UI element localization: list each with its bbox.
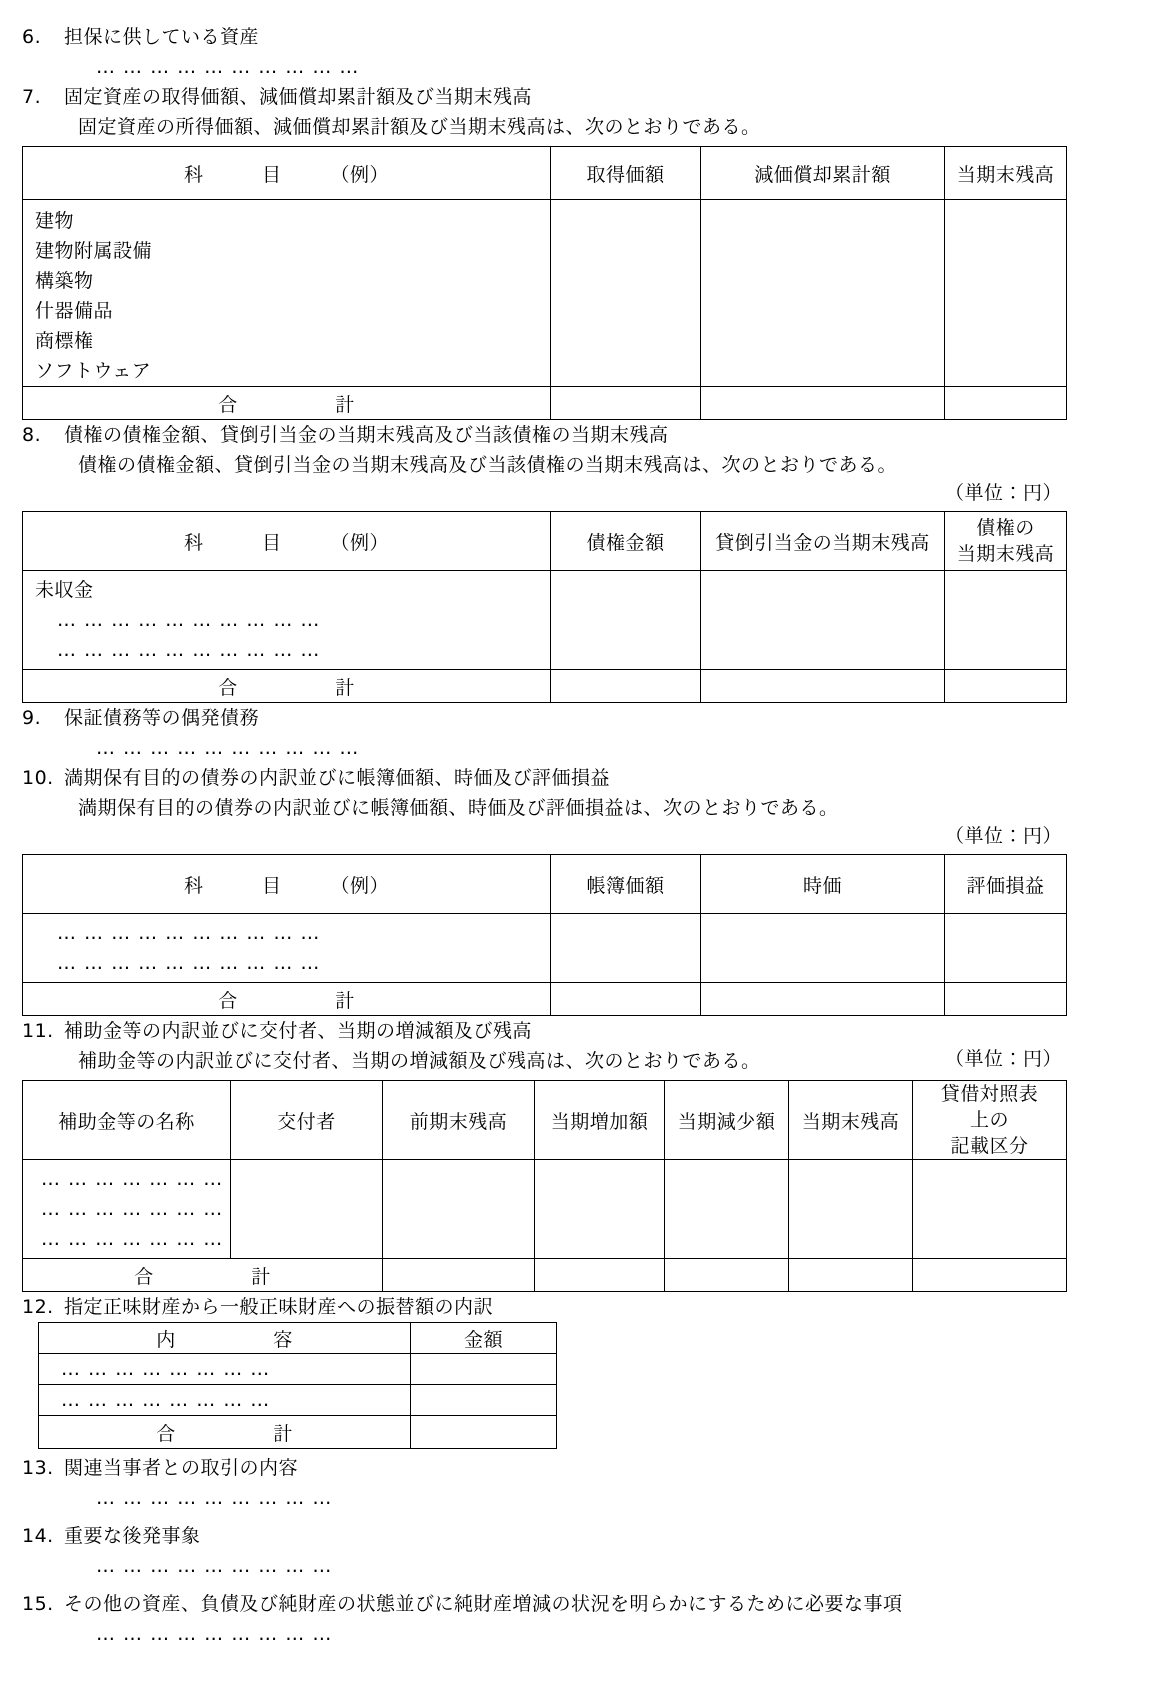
total-cell-receivable-ending-balance[interactable] <box>945 670 1067 703</box>
col-header-current-decrease: 当期減少額 <box>665 1081 789 1160</box>
total-cell-balance-sheet-category[interactable] <box>913 1259 1067 1292</box>
section-7-lead: 固定資産の所得価額、減価償却累計額及び当期末残高は、次のとおりである。 <box>78 116 761 138</box>
bond-items-cell <box>23 914 551 983</box>
section-8-lead: 債権の債権金額、貸倒引当金の当期末残高及び当該債権の当期末残高は、次のとおりである。 <box>78 454 898 476</box>
table-row <box>23 1160 1067 1259</box>
content-cell <box>39 1354 411 1385</box>
col-header-acquisition-cost: 取得価額 <box>551 147 701 200</box>
section-10-unit-note: （単位：円） <box>944 825 1062 847</box>
section-12-title: 指定正味財産から一般正味財産への振替額の内訳 <box>64 1296 494 1318</box>
col-header-amount: 金額 <box>411 1323 557 1354</box>
col-header-allowance-ending-balance: 貸倒引当金の当期末残高 <box>701 512 945 571</box>
table-row-header <box>23 855 1067 914</box>
section-14-heading <box>22 1521 1066 1551</box>
table-row-header <box>39 1323 557 1354</box>
section-8-number: 8. <box>22 424 42 446</box>
col-header-receivable-ending-balance <box>945 512 1067 571</box>
list-item: 商標権 <box>35 330 94 352</box>
total-cell-allowance-ending-balance[interactable] <box>701 670 945 703</box>
list-item: … … … … … … … <box>41 1228 224 1250</box>
section-14-title: 重要な後発事象 <box>64 1525 201 1547</box>
value-cell-amount[interactable] <box>411 1385 557 1416</box>
total-cell-valuation-gain-loss[interactable] <box>945 983 1067 1016</box>
total-cell-book-value[interactable] <box>551 983 701 1016</box>
table-row-total <box>39 1416 557 1449</box>
total-label: 合 計 <box>39 1416 411 1449</box>
table-row-header <box>23 512 1067 571</box>
total-cell-amount[interactable] <box>411 1416 557 1449</box>
section-7-heading <box>22 82 1066 112</box>
col-header-subject: 科 目 （例） <box>23 855 551 914</box>
list-item: ソフトウェア <box>35 360 152 382</box>
col-header-current-ending-balance: 当期末残高 <box>789 1081 913 1160</box>
section-8-unit-note: （単位：円） <box>944 482 1062 504</box>
col-header-line1: 貸借対照表 <box>940 1083 1039 1105</box>
section-13-title: 関連当事者との取引の内容 <box>64 1457 299 1479</box>
total-cell-current-increase[interactable] <box>535 1259 665 1292</box>
list-item: 什器備品 <box>35 300 114 322</box>
value-cell-prior-ending-balance[interactable] <box>383 1160 535 1259</box>
col-header-subsidy-name: 補助金等の名称 <box>23 1081 231 1160</box>
table-row-total <box>23 1259 1067 1292</box>
list-item: … … … … … … … <box>41 1198 224 1220</box>
value-cell-receivable-amount[interactable] <box>551 571 701 670</box>
col-header-receivable-amount: 債権金額 <box>551 512 701 571</box>
list-item: 建物附属設備 <box>35 240 153 262</box>
value-cell-current-ending-balance[interactable] <box>789 1160 913 1259</box>
fixed-asset-items-cell <box>23 200 551 387</box>
section-15-heading <box>22 1589 1066 1619</box>
section-15-title: その他の資産、負債及び純財産の状態並びに純財産増減の状況を明らかにするために必要な事項 <box>64 1593 903 1615</box>
section-12-heading <box>22 1292 1066 1322</box>
col-header-line2: 上の <box>969 1109 1009 1131</box>
list-item: … … … … … … … … … … <box>57 639 321 661</box>
value-cell-current-increase[interactable] <box>535 1160 665 1259</box>
table-row-total <box>23 983 1067 1016</box>
value-cell-receivable-ending-balance[interactable] <box>945 571 1067 670</box>
total-label: 合 計 <box>23 670 551 703</box>
col-header-grantor: 交付者 <box>231 1081 383 1160</box>
value-cell-accumulated-depreciation[interactable] <box>701 200 945 387</box>
table-row <box>23 914 1067 983</box>
list-item: … … … … … … … … … … <box>57 922 321 944</box>
table-held-to-maturity-bonds <box>22 854 1067 1016</box>
list-item: … … … … … … … <box>41 1168 224 1190</box>
col-header-line3: 記載区分 <box>950 1135 1029 1157</box>
section-10-title: 満期保有目的の債券の内訳並びに帳簿価額、時価及び評価損益 <box>64 767 611 789</box>
table-row-header <box>23 1081 1067 1160</box>
receivable-items-cell <box>23 571 551 670</box>
section-13-heading <box>22 1453 1066 1483</box>
list-item: … … … … … … … … … … <box>57 952 321 974</box>
section-9-number: 9. <box>22 707 42 729</box>
total-cell-current-ending-balance[interactable] <box>789 1259 913 1292</box>
section-10-lead: 満期保有目的の債券の内訳並びに帳簿価額、時価及び評価損益は、次のとおりである。 <box>78 797 839 819</box>
section-13-dots: … … … … … … … … … <box>96 1487 333 1509</box>
table-row-total <box>23 670 1067 703</box>
col-header-subject: 科 目 （例） <box>23 512 551 571</box>
total-cell-acquisition-cost[interactable] <box>551 387 701 420</box>
value-cell-amount[interactable] <box>411 1354 557 1385</box>
list-item: 未収金 <box>35 579 94 601</box>
section-7-number: 7. <box>22 86 42 108</box>
content-cell <box>39 1385 411 1416</box>
value-cell-market-value[interactable] <box>701 914 945 983</box>
total-cell-prior-ending-balance[interactable] <box>383 1259 535 1292</box>
page-content <box>22 22 1066 1649</box>
total-cell-ending-balance[interactable] <box>945 387 1067 420</box>
value-cell-allowance-ending-balance[interactable] <box>701 571 945 670</box>
total-cell-accumulated-depreciation[interactable] <box>701 387 945 420</box>
total-label: 合 計 <box>23 387 551 420</box>
value-cell-grantor[interactable] <box>231 1160 383 1259</box>
value-cell-current-decrease[interactable] <box>665 1160 789 1259</box>
table-subsidies <box>22 1080 1067 1292</box>
section-11-lead: 補助金等の内訳並びに交付者、当期の増減額及び残高は、次のとおりである。 <box>78 1050 761 1072</box>
col-header-market-value: 時価 <box>701 855 945 914</box>
total-label: 合 計 <box>23 1259 383 1292</box>
section-6-title: 担保に供している資産 <box>64 26 260 48</box>
section-14-number: 14. <box>22 1525 54 1547</box>
section-10-heading <box>22 763 1066 793</box>
section-11-heading <box>22 1016 1066 1046</box>
section-10-number: 10. <box>22 767 54 789</box>
list-item: … … … … … … … … <box>61 1389 271 1411</box>
section-8-heading <box>22 420 1066 450</box>
value-cell-ending-balance[interactable] <box>945 200 1067 387</box>
col-header-subject: 科 目 （例） <box>23 147 551 200</box>
table-row-total <box>23 387 1067 420</box>
section-6-number: 6. <box>22 26 42 48</box>
list-item: 構築物 <box>35 270 94 292</box>
table-row <box>39 1385 557 1416</box>
subsidy-items-cell <box>23 1160 231 1259</box>
col-header-book-value: 帳簿価額 <box>551 855 701 914</box>
col-header-valuation-gain-loss: 評価損益 <box>945 855 1067 914</box>
value-cell-acquisition-cost[interactable] <box>551 200 701 387</box>
table-receivables <box>22 511 1067 703</box>
table-net-asset-transfer <box>38 1322 557 1449</box>
section-6-heading <box>22 22 1066 52</box>
section-14-dots: … … … … … … … … … <box>96 1555 333 1577</box>
col-header-ending-balance: 当期末残高 <box>945 147 1067 200</box>
section-11-title: 補助金等の内訳並びに交付者、当期の増減額及び残高 <box>64 1020 533 1042</box>
section-13-number: 13. <box>22 1457 54 1479</box>
table-row <box>39 1354 557 1385</box>
table-row <box>23 571 1067 670</box>
table-row <box>23 200 1067 387</box>
section-12-number: 12. <box>22 1296 54 1318</box>
section-11-unit-note: （単位：円） <box>944 1048 1062 1070</box>
value-cell-book-value[interactable] <box>551 914 701 983</box>
total-cell-current-decrease[interactable] <box>665 1259 789 1292</box>
total-label: 合 計 <box>23 983 551 1016</box>
total-cell-market-value[interactable] <box>701 983 945 1016</box>
section-9-title: 保証債務等の偶発債務 <box>64 707 260 729</box>
table-fixed-assets <box>22 146 1067 420</box>
section-15-number: 15. <box>22 1593 54 1615</box>
section-9-dots: … … … … … … … … … … <box>96 737 360 759</box>
value-cell-balance-sheet-category[interactable] <box>913 1160 1067 1259</box>
section-6-dots: … … … … … … … … … … <box>96 56 360 78</box>
section-9-heading <box>22 703 1066 733</box>
col-header-current-increase: 当期増加額 <box>535 1081 665 1160</box>
section-11-number: 11. <box>22 1020 54 1042</box>
col-header-line1: 債権の <box>976 517 1035 539</box>
list-item: … … … … … … … … <box>61 1358 271 1380</box>
col-header-line2: 当期末残高 <box>956 543 1055 565</box>
list-item: 建物 <box>35 210 75 232</box>
total-cell-receivable-amount[interactable] <box>551 670 701 703</box>
section-15-dots: … … … … … … … … … <box>96 1623 333 1645</box>
col-header-content: 内 容 <box>39 1323 411 1354</box>
value-cell-valuation-gain-loss[interactable] <box>945 914 1067 983</box>
table-row-header <box>23 147 1067 200</box>
list-item: … … … … … … … … … … <box>57 609 321 631</box>
section-8-title: 債権の債権金額、貸倒引当金の当期末残高及び当該債権の当期末残高 <box>64 424 669 446</box>
col-header-balance-sheet-category <box>913 1081 1067 1160</box>
col-header-accumulated-depreciation: 減価償却累計額 <box>701 147 945 200</box>
col-header-prior-ending-balance: 前期末残高 <box>383 1081 535 1160</box>
section-7-title: 固定資産の取得価額、減価償却累計額及び当期末残高 <box>64 86 533 108</box>
